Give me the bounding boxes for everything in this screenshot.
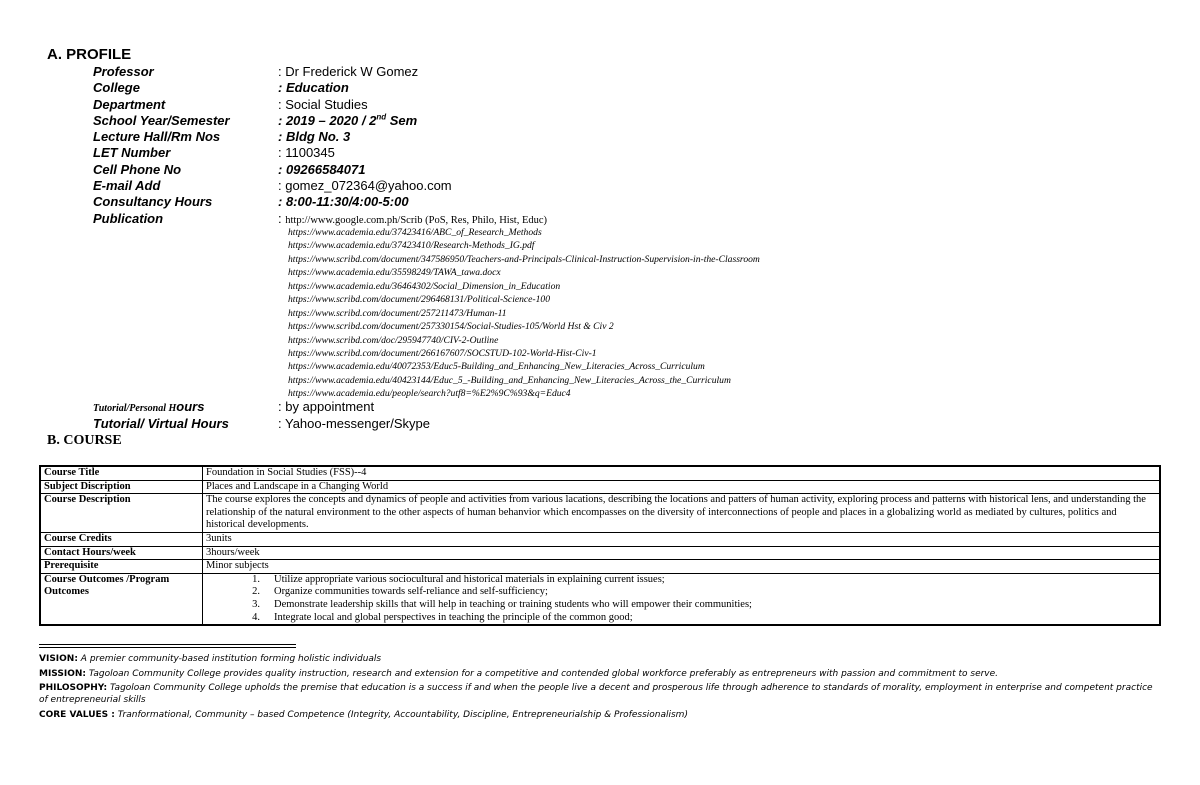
- course-heading: B. COURSE: [47, 433, 122, 448]
- item-text: Utilize appropriate various sociocultural and historical materials in explaining current issues;: [274, 573, 665, 585]
- publication-link[interactable]: https://www.academia.edu/36464302/Social_Dimension_in_Education: [288, 280, 561, 292]
- institution-statements: [39, 653, 1159, 723]
- profile-label: Tutorial/ Virtual Hours: [93, 416, 229, 431]
- core-values-statement: [39, 709, 1159, 721]
- publication-link[interactable]: https://www.scribd.com/document/266167607/SOCSTUD-102-World-Hist-Civ-1: [288, 347, 597, 359]
- list-item: [206, 586, 1156, 599]
- row-value: The course explores the concepts and dynamics of people and activities from various lacations, describing the locations and patters of human activity, exploring process and patterns with historical lens, and understanding the relationship of the natural environment to the other aspects of human behanvior which encompasses on the diversity of interconnections of people and places in a globalizing world as mediated by cultures, politics and historical developments.: [203, 494, 1161, 533]
- profile-value: : by appointment: [278, 399, 375, 414]
- profile-value: : 8:00-11:30/4:00-5:00: [278, 194, 409, 210]
- table-row: [40, 494, 1160, 533]
- row-label: Prerequisite: [40, 560, 203, 574]
- publication-link[interactable]: https://www.scribd.com/document/347586950/Teachers-and-Principals-Clinical-Instruction-Supervision-in-the-Classroom: [288, 253, 760, 265]
- publication-link[interactable]: https://www.scribd.com/document/296468131/Political-Science-100: [288, 294, 551, 306]
- statement-text: Tagoloan Community College upholds the premise that education is a success if and when the people live a decent and prosperous life through adherence to standards of morality, employment in enterprise and competent practice of entrepreneurial skills: [39, 683, 1153, 705]
- profile-value: : Yahoo-messenger/Skype: [278, 416, 430, 431]
- row-label: Course Outcomes /Program Outcomes: [40, 573, 203, 625]
- profile-label: School Year/Semester: [93, 112, 230, 128]
- item-number: 1.: [252, 573, 260, 585]
- statement-key: VISION:: [39, 654, 78, 664]
- item-text: Integrate local and global perspectives in teaching the principle of the common good;: [274, 611, 633, 623]
- publication-link[interactable]: https://www.scribd.com/document/257211473/Human-11: [288, 307, 507, 319]
- statement-text: A premier community-based institution forming holistic individuals: [77, 654, 382, 664]
- profile-label: College: [93, 80, 140, 96]
- profile-label: Tutorial/Personal H: [93, 403, 177, 414]
- publication-link[interactable]: https://www.academia.edu/37423416/ABC_of_Research_Methods: [288, 227, 542, 238]
- statement-key: PHILOSOPHY:: [39, 683, 108, 693]
- table-row: [40, 573, 1160, 625]
- ordinal-suffix: nd: [376, 112, 387, 122]
- table-row: [40, 466, 1160, 480]
- vision-statement: [39, 653, 1159, 665]
- publication-link[interactable]: http://www.google.com.ph/Scrib (PoS, Res, Philo, Hist, Educ): [285, 214, 548, 226]
- course-table: [39, 465, 1161, 626]
- item-number: 3.: [252, 598, 260, 610]
- publication-link[interactable]: https://www.academia.edu/37423410/Research-Methods_IG.pdf: [288, 240, 535, 252]
- semester-text: Sem: [386, 112, 418, 128]
- publication-link[interactable]: https://www.academia.edu/35598249/TAWA_tawa.docx: [288, 267, 501, 279]
- item-text: Organize communities towards self-reliance and self-sufficiency;: [274, 586, 548, 598]
- row-label: Contact Hours/week: [40, 546, 203, 560]
- statement-text: Tranformational, Community – based Competence (Integrity, Accountability, Discipline, Entrepreneurialship & Professionalism): [114, 709, 688, 720]
- profile-label: Cell Phone No: [93, 161, 182, 177]
- statement-text: Tagoloan Community College provides quality instruction, research and extension for a competitive and contended global workforce preferably as entrepreneurs with passion and commitment to serve.: [86, 668, 999, 679]
- profile-label: E-mail Add: [93, 178, 161, 194]
- publication-list: [288, 226, 760, 401]
- item-number: 2.: [252, 586, 260, 598]
- double-rule-divider: [39, 644, 296, 648]
- row-label: Course Credits: [40, 532, 203, 546]
- profile-label: LET Number: [93, 145, 171, 161]
- colon: :: [278, 210, 286, 226]
- profile-value: : Education: [278, 80, 349, 96]
- row-value: 3hours/week: [203, 546, 1161, 560]
- mission-statement: [39, 668, 1159, 680]
- profile-label-suffix: ours: [176, 399, 205, 414]
- list-item: [206, 612, 1156, 625]
- profile-label: Publication: [93, 210, 164, 226]
- profile-value: : 1100345: [278, 145, 335, 161]
- philosophy-statement: [39, 682, 1159, 706]
- statement-key: MISSION:: [39, 668, 86, 679]
- profile-value: : 09266584071: [278, 161, 366, 177]
- item-number: 4.: [252, 611, 260, 623]
- table-row: [40, 560, 1160, 574]
- publication-link[interactable]: https://www.academia.edu/40423144/Educ_5_-Building_and_Enhancing_New_Literacies_Across_the_Curriculum: [288, 374, 731, 386]
- profile-heading: A. PROFILE: [47, 46, 132, 63]
- publication-link[interactable]: https://www.scribd.com/doc/295947740/CIV-2-Outline: [288, 334, 499, 346]
- item-text: Demonstrate leadership skills that will help in teaching or training students who will empower their communities;: [274, 598, 752, 610]
- school-year-text: : 2019 – 2020 / 2: [278, 112, 377, 128]
- profile-label: Professor: [93, 64, 154, 79]
- statement-key: CORE VALUES :: [39, 709, 115, 720]
- table-row: [40, 480, 1160, 494]
- profile-value: : Dr Frederick W Gomez: [278, 64, 419, 79]
- profile-value: : Social Studies: [278, 96, 368, 112]
- row-value: Places and Landscape in a Changing World: [203, 480, 1161, 494]
- profile-value: [278, 113, 417, 129]
- publication-link[interactable]: https://www.academia.edu/40072353/Educ5-Building_and_Enhancing_New_Literacies_Across_Curriculum: [288, 361, 705, 373]
- row-label: Course Title: [40, 466, 203, 480]
- profile-label: Consultancy Hours: [93, 194, 213, 210]
- list-item: [206, 599, 1156, 612]
- row-value: 3units: [203, 532, 1161, 546]
- row-label: Subject Discription: [40, 480, 203, 494]
- table-row: [40, 546, 1160, 560]
- profile-label: Department: [93, 96, 166, 112]
- row-label: Course Description: [40, 494, 203, 533]
- outcomes-list: [203, 573, 1161, 625]
- list-item: [206, 574, 1156, 587]
- profile-value: : gomez_072364@yahoo.com: [278, 178, 452, 194]
- publication-link[interactable]: https://www.scribd.com/document/257330154/Social-Studies-105/World Hst & Civ 2: [288, 321, 614, 333]
- table-row: [40, 532, 1160, 546]
- profile-label: Lecture Hall/Rm Nos: [93, 129, 221, 145]
- row-value: Foundation in Social Studies (FSS)--4: [203, 466, 1161, 480]
- row-value: Minor subjects: [203, 560, 1161, 574]
- publication-link[interactable]: https://www.academia.edu/people/search?utf8=%E2%9C%93&q=Educ4: [288, 388, 571, 400]
- profile-value: : Bldg No. 3: [278, 129, 351, 145]
